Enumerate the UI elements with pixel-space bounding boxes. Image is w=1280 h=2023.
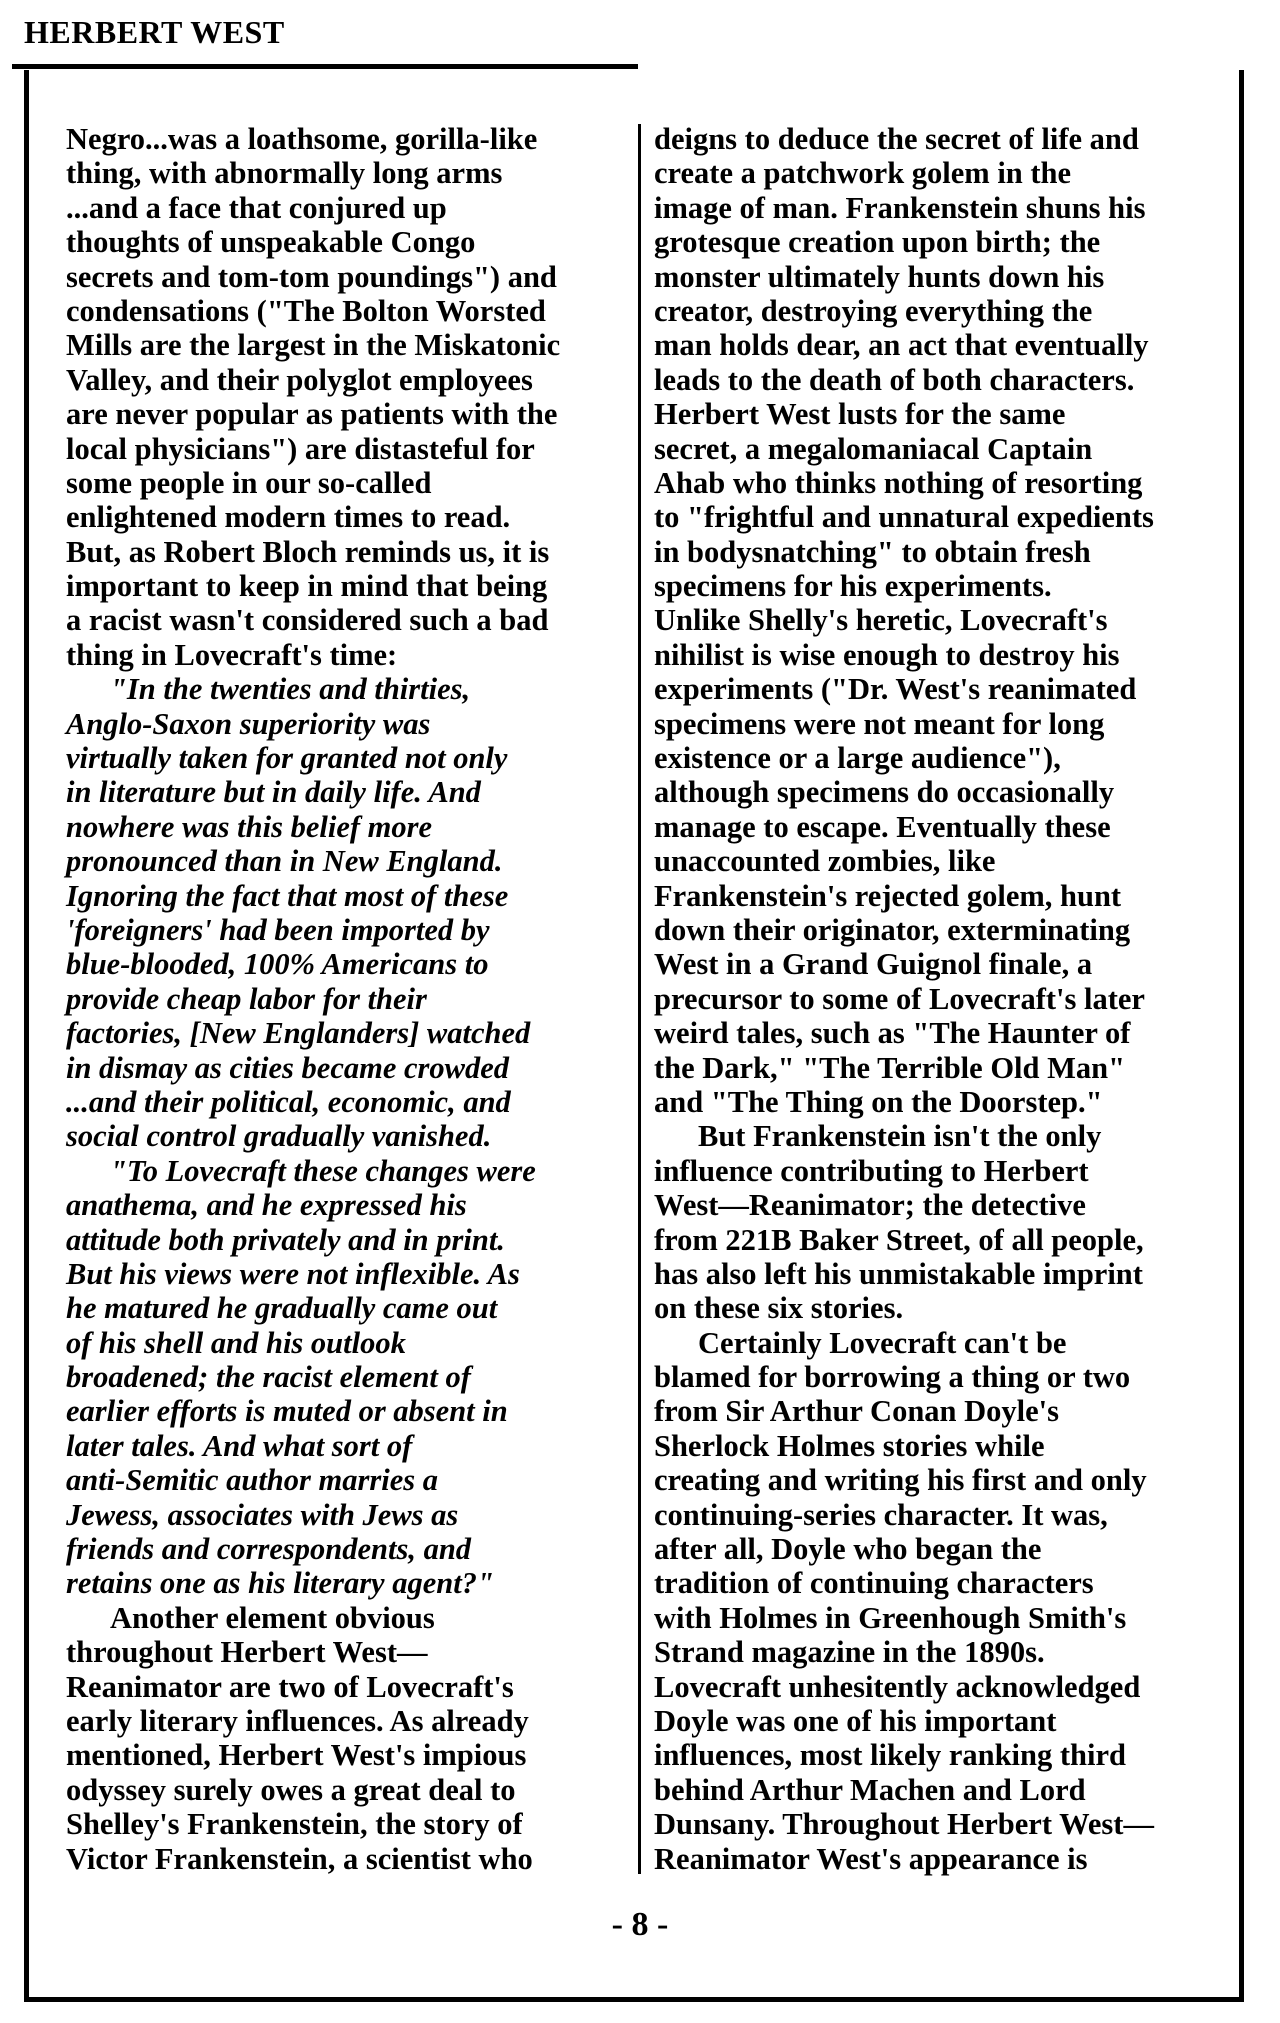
text-line: grotesque creation upon birth; the bbox=[654, 225, 1101, 260]
text-line: deigns to deduce the secret of life and bbox=[654, 122, 1139, 156]
quote-line: of his shell and his outlook bbox=[66, 1325, 406, 1360]
text-line: behind Arthur Machen and Lord bbox=[654, 1772, 1086, 1807]
text-line: Victor Frankenstein, a scientist who bbox=[66, 1841, 533, 1876]
text-line: mentioned, Herbert West's impious bbox=[66, 1738, 527, 1773]
quote-line: "In the twenties and thirties, bbox=[110, 672, 471, 707]
text-line: Mills are the largest in the Miskatonic bbox=[66, 328, 561, 363]
text-line: and "The Thing on the Doorstep." bbox=[654, 1084, 1103, 1119]
text-line: Frankenstein's rejected golem, hunt bbox=[654, 878, 1122, 913]
text-line: Certainly Lovecraft can't be bbox=[698, 1325, 1067, 1360]
text-line: But Frankenstein isn't the only bbox=[698, 1119, 1102, 1154]
text-line: man holds dear, an act that eventually bbox=[654, 328, 1149, 363]
text-line: Doyle was one of his important bbox=[654, 1703, 1057, 1738]
quote-line: But his views were not inflexible. As bbox=[66, 1256, 520, 1291]
text-line: Strand magazine in the 1890s. bbox=[654, 1635, 1045, 1670]
text-line: Dunsany. Throughout Herbert West— bbox=[654, 1807, 1154, 1842]
text-line: in bodysnatching" to obtain fresh bbox=[654, 534, 1091, 569]
right-column bbox=[654, 122, 1210, 1876]
quote-line: later tales. And what sort of bbox=[66, 1428, 413, 1463]
text-line: thing in Lovecraft's time: bbox=[66, 637, 398, 672]
text-line: Ahab who thinks nothing of resorting bbox=[654, 465, 1143, 500]
text-line: throughout Herbert West— bbox=[66, 1635, 428, 1670]
quote-line: pronounced than in New England. bbox=[66, 844, 503, 879]
text-line: from 221B Baker Street, of all people, bbox=[654, 1222, 1144, 1257]
text-line: Negro...was a loathsome, gorilla-like bbox=[66, 122, 538, 156]
text-line: unaccounted zombies, like bbox=[654, 844, 996, 879]
quote-line: Jewess, associates with Jews as bbox=[66, 1497, 459, 1532]
text-line: blamed for borrowing a thing or two bbox=[654, 1360, 1131, 1395]
quote-line: 'foreigners' had been imported by bbox=[66, 912, 490, 947]
text-line: although specimens do occasionally bbox=[654, 775, 1115, 810]
quote-line: blue-blooded, 100% Americans to bbox=[66, 947, 489, 982]
text-line: creator, destroying everything the bbox=[654, 293, 1093, 328]
text-line: secret, a megalomaniacal Captain bbox=[654, 431, 1093, 466]
text-line: early literary influences. As already bbox=[66, 1703, 529, 1738]
quote-line: Ignoring the fact that most of these bbox=[66, 878, 509, 913]
quote-line: earlier efforts is muted or absent in bbox=[66, 1394, 508, 1429]
text-line: creating and writing his first and only bbox=[654, 1463, 1147, 1498]
text-line: But, as Robert Bloch reminds us, it is bbox=[66, 534, 550, 569]
text-line: on these six stories. bbox=[654, 1291, 904, 1326]
text-line: to "frightful and unnatural expedients bbox=[654, 500, 1154, 535]
text-line: continuing-series character. It was, bbox=[654, 1497, 1108, 1532]
text-line: ...and a face that conjured up bbox=[66, 190, 447, 225]
text-line: down their originator, exterminating bbox=[654, 912, 1131, 947]
left-column bbox=[66, 122, 626, 1876]
text-line: thoughts of unspeakable Congo bbox=[66, 225, 476, 260]
text-line: West—Reanimator; the detective bbox=[654, 1188, 1086, 1223]
quote-line: retains one as his literary agent?" bbox=[66, 1566, 494, 1601]
text-line: tradition of continuing characters bbox=[654, 1566, 1094, 1601]
text-line: condensations ("The Bolton Worsted bbox=[66, 293, 546, 328]
quote-line: broadened; the racist element of bbox=[66, 1360, 471, 1395]
text-line: Another element obvious bbox=[110, 1600, 435, 1635]
quote-line: in literature but in daily life. And bbox=[66, 775, 481, 810]
quote-line: friends and correspondents, and bbox=[66, 1532, 472, 1567]
text-line: some people in our so-called bbox=[66, 465, 432, 500]
text-line: create a patchwork golem in the bbox=[654, 156, 1072, 191]
text-line: a racist wasn't considered such a bad bbox=[66, 603, 549, 638]
text-line: monster ultimately hunts down his bbox=[654, 259, 1105, 294]
text-line: precursor to some of Lovecraft's later bbox=[654, 981, 1145, 1016]
text-line: experiments ("Dr. West's reanimated bbox=[654, 672, 1137, 707]
header-rule bbox=[12, 64, 638, 69]
text-line: Lovecraft unhesitently acknowledged bbox=[654, 1669, 1141, 1704]
quote-line: he matured he gradually came out bbox=[66, 1291, 498, 1326]
text-line: leads to the death of both characters. bbox=[654, 362, 1135, 397]
text-line: manage to escape. Eventually these bbox=[654, 809, 1111, 844]
text-line: specimens were not meant for long bbox=[654, 706, 1105, 741]
text-line: after all, Doyle who began the bbox=[654, 1532, 1042, 1567]
text-line: nihilist is wise enough to destroy his bbox=[654, 637, 1120, 672]
quote-line: anti-Semitic author marries a bbox=[66, 1463, 438, 1498]
text-line: weird tales, such as "The Haunter of bbox=[654, 1016, 1131, 1051]
quote-line: factories, [New Englanders] watched bbox=[66, 1016, 531, 1051]
text-line: specimens for his experiments. bbox=[654, 569, 1052, 604]
quote-line: attitude both privately and in print. bbox=[66, 1222, 505, 1257]
text-line: thing, with abnormally long arms bbox=[66, 156, 503, 191]
page-number: - 8 - bbox=[611, 1906, 669, 1943]
quote-line: in dismay as cities became crowded bbox=[66, 1050, 510, 1085]
text-line: influences, most likely ranking third bbox=[654, 1738, 1126, 1773]
column-divider bbox=[638, 124, 641, 1874]
text-line: existence or a large audience"), bbox=[654, 741, 1061, 776]
quote-line: provide cheap labor for their bbox=[66, 981, 427, 1016]
text-line: Herbert West lusts for the same bbox=[654, 397, 1066, 432]
quote-line: Anglo-Saxon superiority was bbox=[66, 706, 431, 741]
quote-line: nowhere was this belief more bbox=[66, 809, 433, 844]
text-line: Unlike Shelly's heretic, Lovecraft's bbox=[654, 603, 1108, 638]
text-line: has also left his unmistakable imprint bbox=[654, 1256, 1143, 1291]
quote-line: ...and their political, economic, and bbox=[66, 1084, 511, 1119]
text-line: odyssey surely owes a great deal to bbox=[66, 1772, 516, 1807]
text-line: important to keep in mind that being bbox=[66, 569, 548, 604]
text-line: Reanimator West's appearance is bbox=[654, 1841, 1088, 1876]
quote-line: virtually taken for granted not only bbox=[66, 741, 508, 776]
text-line: the Dark," "The Terrible Old Man" bbox=[654, 1050, 1126, 1085]
text-line: are never popular as patients with the bbox=[66, 397, 558, 432]
text-line: with Holmes in Greenhough Smith's bbox=[654, 1600, 1127, 1635]
quote-line: social control gradually vanished. bbox=[66, 1119, 492, 1154]
text-line: Valley, and their polyglot employees bbox=[66, 362, 533, 397]
text-line: from Sir Arthur Conan Doyle's bbox=[654, 1394, 1060, 1429]
text-line: Shelley's Frankenstein, the story of bbox=[66, 1807, 523, 1842]
text-line: West in a Grand Guignol finale, a bbox=[654, 947, 1093, 982]
text-line: local physicians") are distasteful for bbox=[66, 431, 535, 466]
text-line: Sherlock Holmes stories while bbox=[654, 1428, 1045, 1463]
quote-line: anathema, and he expressed his bbox=[66, 1188, 467, 1223]
text-line: image of man. Frankenstein shuns his bbox=[654, 190, 1146, 225]
text-line: secrets and tom-tom poundings") and bbox=[66, 259, 557, 294]
text-line: Reanimator are two of Lovecraft's bbox=[66, 1669, 514, 1704]
text-line: influence contributing to Herbert bbox=[654, 1153, 1089, 1188]
text-line: enlightened modern times to read. bbox=[66, 500, 511, 535]
running-header-title: HERBERT WEST bbox=[24, 14, 285, 50]
quote-line: "To Lovecraft these changes were bbox=[110, 1153, 536, 1188]
